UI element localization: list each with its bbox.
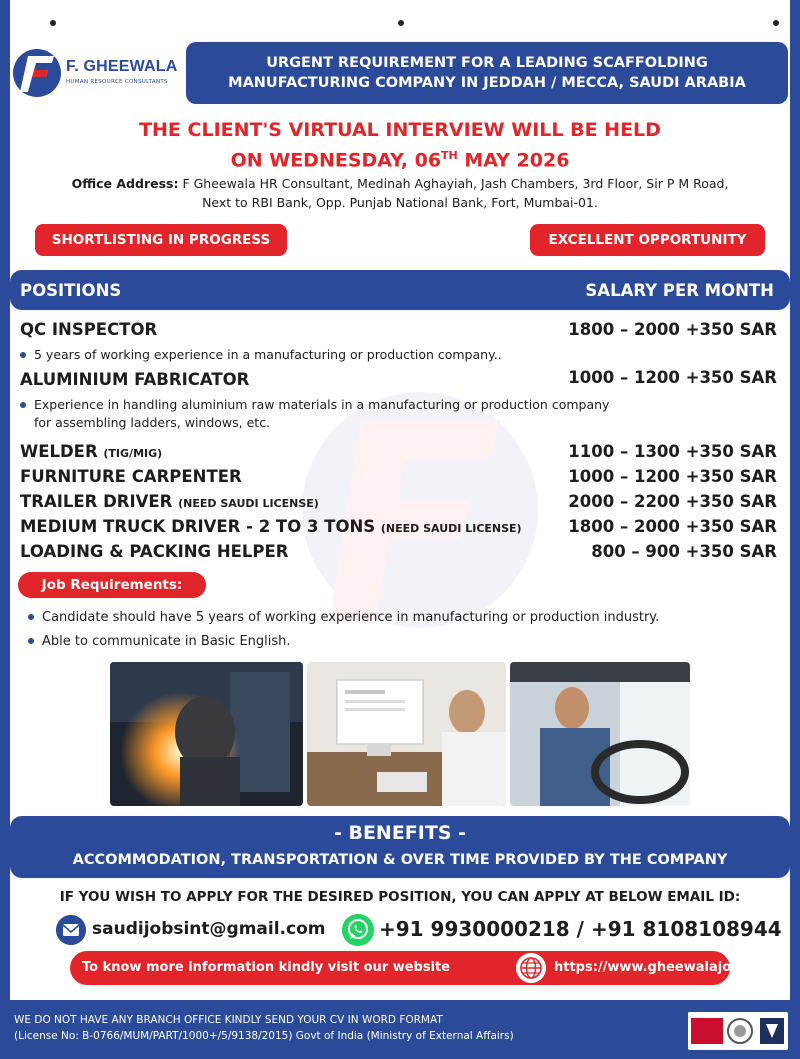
job-salary: 1000 – 1200 +350 SAR [568, 368, 777, 387]
interview-date-month: MAY 2026 [457, 149, 570, 172]
bullet-icon [28, 614, 34, 620]
requirement-item [28, 634, 291, 649]
job-title [20, 320, 157, 339]
requirement-item [28, 610, 659, 625]
whatsapp-icon [342, 914, 374, 946]
salary-header-label: SALARY PER MONTH [585, 280, 774, 300]
globe-icon [516, 953, 546, 983]
job-title [20, 517, 522, 536]
banner-line-1: URGENT REQUIREMENT FOR A LEADING SCAFFOLDING [266, 55, 708, 71]
pin-hole [773, 20, 779, 26]
right-border [790, 0, 800, 1059]
driver-photo [510, 662, 690, 806]
bullet-icon [20, 352, 26, 358]
positions-header-label: POSITIONS [20, 280, 122, 300]
address-line-2: Next to RBI Bank, Opp. Punjab National Bank, Fort, Mumbai-01. [202, 195, 598, 210]
requirement-text: Candidate should have 5 years of working experience in manufacturing or production industry. [42, 610, 660, 625]
address-text-1: F Gheewala HR Consultant, Medinah Aghayiah, Jash Chambers, 3rd Floor, Sir P M Road, [178, 176, 729, 191]
footer-license: (License No: B-0766/MUM/PART/1000+/5/9138/2015) Govt of India (Ministry of External Affairs) [14, 1030, 514, 1042]
job-salary: 1000 – 1200 +350 SAR [568, 467, 777, 486]
interview-notice [10, 118, 790, 173]
interview-line-2 [10, 143, 790, 173]
job-note-continuation: for assembling ladders, windows, etc. [34, 415, 271, 430]
job-title [20, 442, 162, 461]
opportunity-badge: EXCELLENT OPPORTUNITY [530, 224, 765, 256]
shortlisting-badge: SHORTLISTING IN PROGRESS [35, 224, 287, 256]
bullet-icon [20, 402, 26, 408]
interview-date-suffix: TH [441, 149, 458, 162]
website-label: To know more information kindly visit our website [82, 960, 451, 975]
job-qualifier: (NEED SAUDI LICENSE) [380, 522, 522, 535]
footer-notice: WE DO NOT HAVE ANY BRANCH OFFICE KINDLY SEND YOUR CV IN WORD FORMAT [14, 1014, 443, 1026]
job-note-text: 5 years of working experience in a manufacturing or production company.. [34, 347, 502, 362]
requirement-banner [186, 42, 788, 104]
brand-name: F. GHEEWALA [66, 58, 178, 75]
bullet-icon [28, 638, 34, 644]
job-title [20, 492, 319, 511]
benefits-banner [10, 816, 790, 878]
job-qualifier: (NEED SAUDI LICENSE) [178, 497, 319, 510]
pin-hole [398, 20, 404, 26]
office-photo [307, 662, 506, 806]
left-border [0, 0, 10, 1059]
welder-photo [110, 662, 303, 806]
job-salary: 800 – 900 +350 SAR [591, 542, 777, 561]
job-title-text: WELDER [20, 442, 104, 461]
job-note [20, 346, 502, 364]
job-salary: 1800 – 2000 +350 SAR [568, 517, 777, 536]
job-title-text: FURNITURE CARPENTER [20, 467, 242, 486]
mail-icon [56, 915, 86, 945]
job-title [20, 542, 289, 561]
company-logo [12, 48, 187, 100]
job-title-text: QC INSPECTOR [20, 320, 158, 339]
website-link[interactable]: https://www.gheewalajobs.com/ [554, 960, 789, 975]
apply-instructions: IF YOU WISH TO APPLY FOR THE DESIRED POSITION, YOU CAN APPLY AT BELOW EMAIL ID: [59, 889, 741, 905]
job-title [20, 467, 242, 486]
job-title [20, 370, 249, 389]
positions-header [10, 270, 790, 310]
pin-hole [50, 20, 56, 26]
requirement-text: Able to communicate in Basic English. [42, 634, 291, 649]
job-title-text: ALUMINIUM FABRICATOR [20, 370, 250, 389]
address-line-1 [10, 174, 790, 193]
benefits-title: - BENEFITS - [333, 822, 467, 844]
footer [0, 1000, 800, 1059]
job-requirements-label: Job Requirements: [18, 572, 206, 598]
job-title-text: TRAILER DRIVER [20, 492, 179, 511]
logo-icon [12, 48, 62, 98]
job-note-text: Experience in handling aluminium raw materials in a manufacturing or production company [34, 397, 610, 412]
job-salary: 1800 – 2000 +350 SAR [568, 320, 777, 339]
interview-date-prefix: ON WEDNESDAY, 06 [230, 149, 442, 172]
job-salary: 2000 – 2200 +350 SAR [568, 492, 777, 511]
office-address [10, 174, 790, 212]
benefits-text: ACCOMMODATION, TRANSPORTATION & OVER TIME PROVIDED BY THE COMPANY [72, 852, 728, 868]
job-title-text: MEDIUM TRUCK DRIVER - 2 TO 3 TONS [20, 517, 381, 536]
interview-line-1: THE CLIENT'S VIRTUAL INTERVIEW WILL BE HELD [139, 119, 661, 141]
certification-logos [688, 1012, 788, 1050]
photo-strip [110, 662, 690, 806]
brand-tagline: HUMAN RESOURCE CONSULTANTS [66, 79, 168, 85]
email-link[interactable]: saudijobsint@gmail.com [92, 919, 326, 939]
job-qualifier: (TIG/MIG) [103, 447, 163, 460]
website-bar [70, 951, 789, 985]
job-salary: 1100 – 1300 +350 SAR [568, 442, 777, 461]
banner-line-2: MANUFACTURING COMPANY IN JEDDAH / MECCA, SAUDI ARABIA [228, 75, 746, 91]
job-note [20, 396, 609, 414]
address-label: Office Address: [71, 176, 179, 191]
phone-numbers[interactable]: +91 9930000218 / +91 8108108944 [379, 917, 782, 941]
job-title-text: LOADING & PACKING HELPER [20, 542, 289, 561]
